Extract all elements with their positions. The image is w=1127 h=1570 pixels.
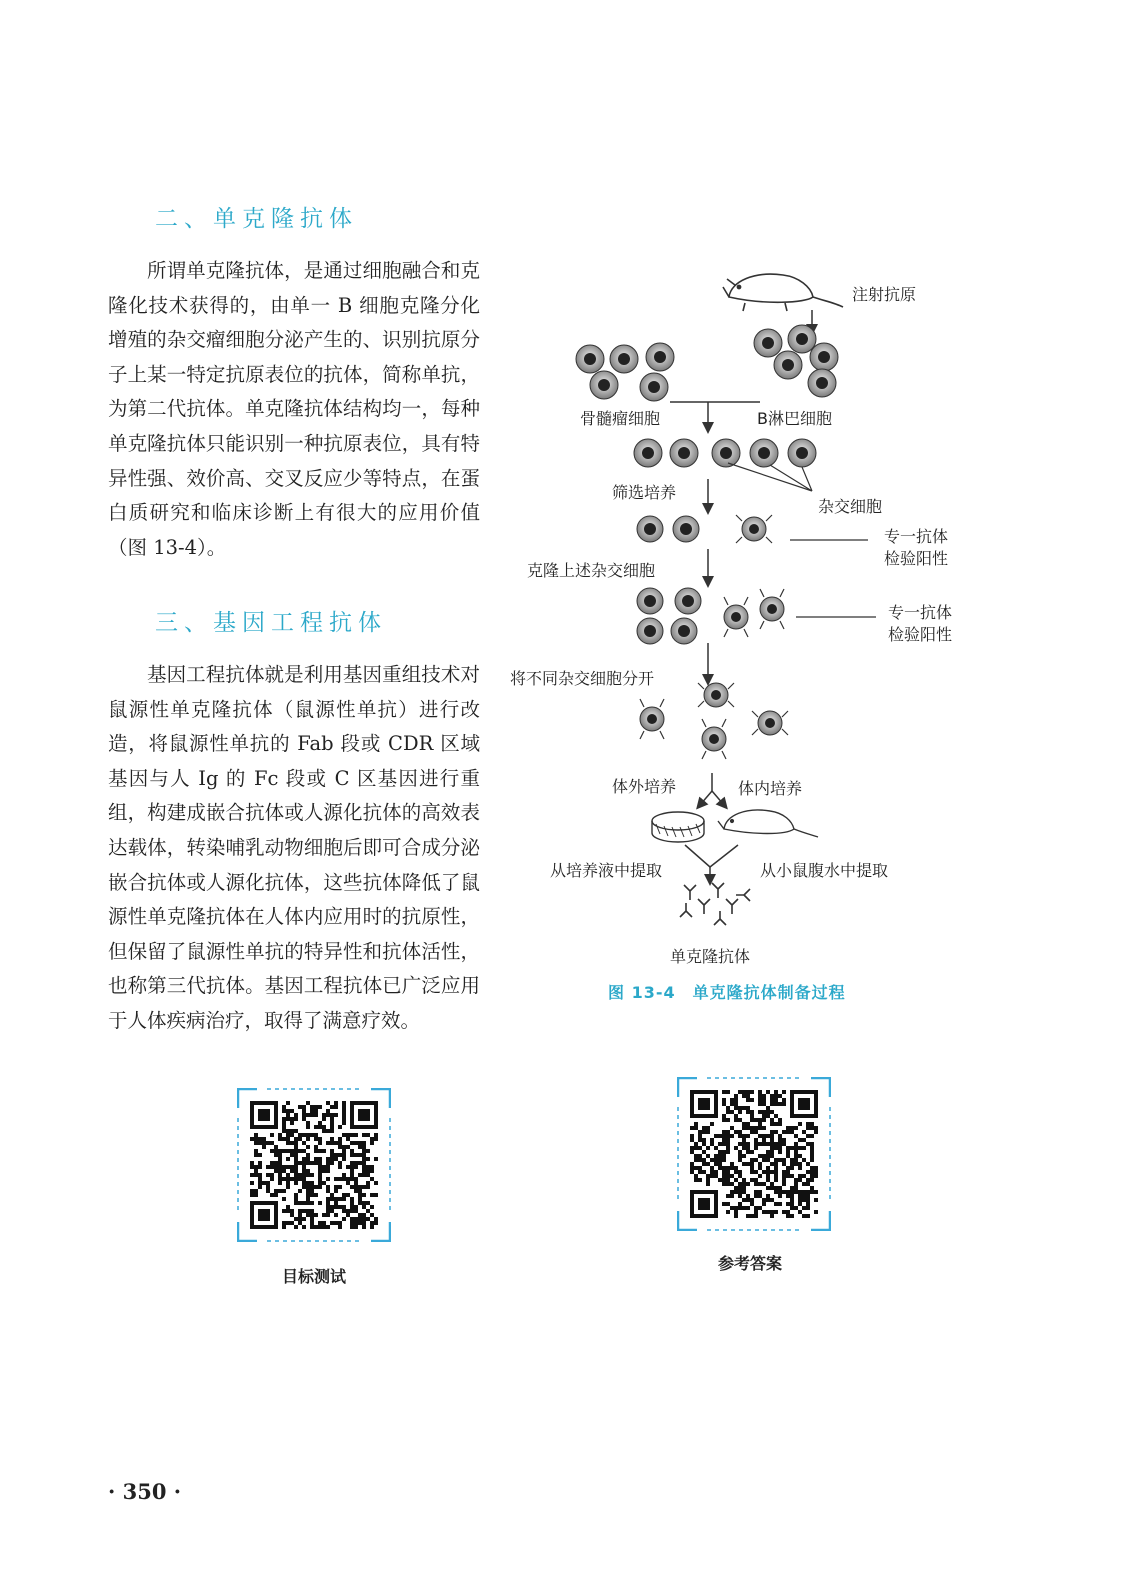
paragraph-monoclonal: 所谓单克隆抗体，是通过细胞融合和克隆化技术获得的，由单一 B 细胞克隆分化增殖的杂交瘤细胞分泌产生的、识别抗原分子上某一特定抗原表位的抗体，简称单抗，为第二代抗体。单克隆抗体结构均一，每种单克隆抗体只能识别一种抗原表位，具有特异性强、效价高、交叉反应少等特点，在蛋白质研究和临床诊断上有很大的应用价值（图 13-4）。 [108, 259, 480, 559]
label-specific-1a: 专一抗体 [884, 527, 949, 546]
label-specific-2b: 检验阳性 [888, 625, 953, 644]
screened-cells-row [637, 515, 772, 543]
label-specific-2a: 专一抗体 [888, 603, 953, 622]
figure-caption: 图 13-4 单克隆抗体制备过程 [608, 983, 846, 1002]
page-number: · 350 · [108, 1479, 182, 1504]
qr-code-target-test[interactable] [237, 1088, 391, 1242]
label-monoclonal-antibody: 单克隆抗体 [670, 947, 751, 966]
label-myeloma: 骨髓瘤细胞 [580, 409, 661, 428]
paragraph-genetic: 基因工程抗体就是利用基因重组技术对鼠源性单克隆抗体（鼠源性单抗）进行改造，将鼠源性单抗的 Fab 段或 CDR 区域基因与人 Ig 的 Fc 段或 C 区基因进行重组，构建成嵌合抗体或人源化抗体的高效表达载体，转染哺乳动物细胞后即可合成分泌嵌合抗体或人源化抗体，这些抗体降低了鼠源性单克隆抗体在人体内应用时的抗原性，但保留了鼠源性单抗的特异性和抗体活性，也称第三代抗体。基因工程抗体已广泛应用于人体疾病治疗，取得了满意疗效。 [108, 663, 480, 1032]
label-in-vitro: 体外培养 [612, 777, 677, 796]
label-clone: 克隆上述杂交细胞 [527, 561, 656, 580]
antibody-icons [680, 883, 750, 925]
section-heading-monoclonal: 二、单克隆抗体 [155, 206, 358, 232]
qr-code-reference-answer[interactable] [677, 1077, 831, 1231]
myeloma-cells [576, 343, 674, 401]
label-inject-antigen: 注射抗原 [852, 285, 917, 304]
qr-code-right [677, 1077, 831, 1231]
qr-label-reference-answer: 参考答案 [718, 1254, 783, 1273]
label-separate: 将不同杂交细胞分开 [510, 669, 655, 688]
qr-code-left [237, 1088, 391, 1242]
label-b-cell: B淋巴细胞 [757, 409, 832, 428]
label-extract-medium: 从培养液中提取 [550, 861, 663, 880]
mouse-icon [723, 274, 843, 311]
label-specific-1b: 检验阳性 [884, 549, 949, 568]
section-heading-genetic: 三、基因工程抗体 [155, 610, 387, 636]
separated-cells [640, 683, 788, 759]
label-screen: 筛选培养 [612, 483, 677, 502]
mouse-small-icon [718, 810, 818, 837]
label-hybrid: 杂交细胞 [818, 497, 883, 516]
culture-dish-icon [652, 812, 704, 842]
label-in-vivo: 体内培养 [738, 779, 803, 798]
label-extract-ascites: 从小鼠腹水中提取 [760, 861, 889, 880]
qr-label-target-test: 目标测试 [282, 1267, 347, 1286]
b-lymphocyte-cells [754, 325, 838, 397]
hybrid-cells-row [634, 439, 816, 467]
cloned-cells [637, 588, 784, 644]
